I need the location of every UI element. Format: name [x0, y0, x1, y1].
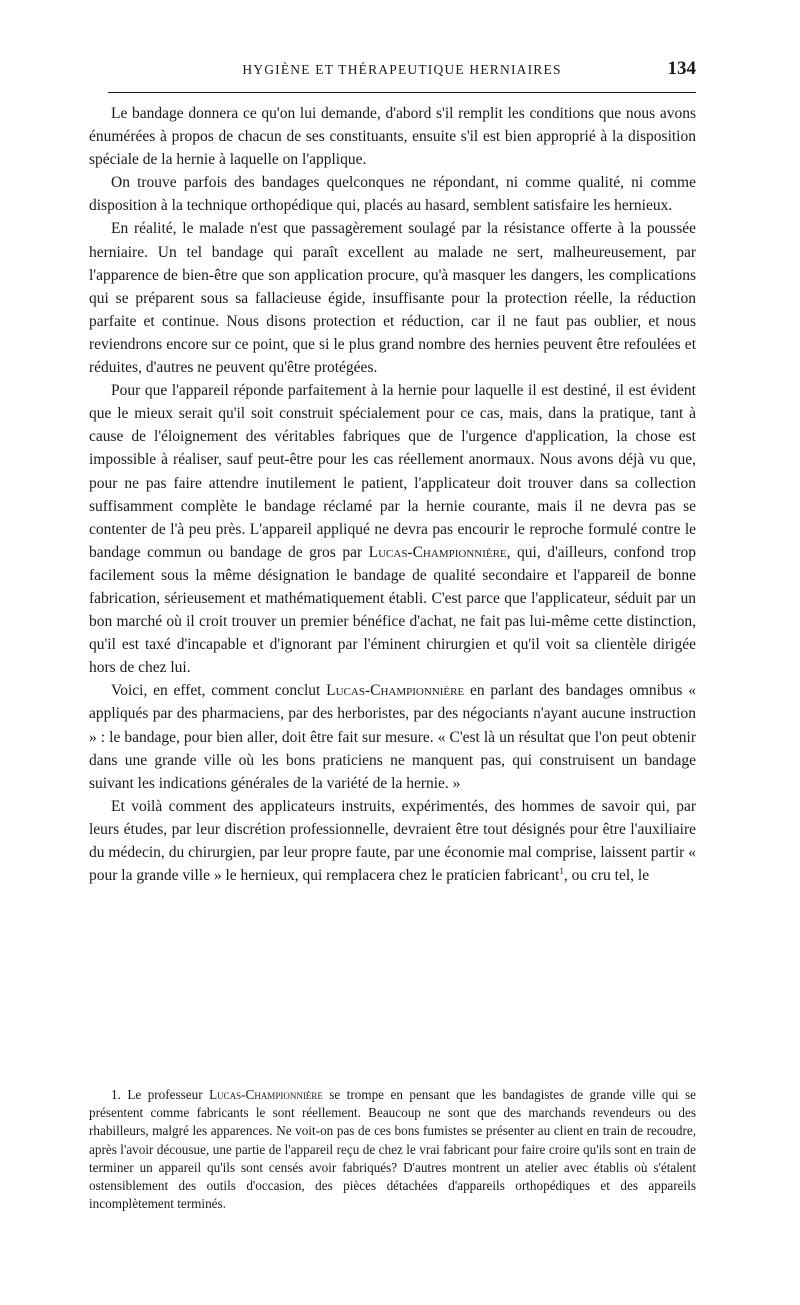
paragraph: [89, 379, 696, 679]
footnote-text-part: se trompe en pensant que les bandagistes de grande ville qui se présentent comme fabricants le sont réellement. Beaucoup ne sont que des marchands revendeurs ou des rhabilleurs, malgré les apparences. Ne voit-on pas de ces bons fumistes se présenter au client en train de recoudre, après l'avoir décousue, une partie de l'appareil reçu de chez le vrai fabricant pour faire croire qu'ils sont en train de terminer un appareil qu'ils sont censés avoir fabriqués? D'autres montrent un atelier avec établis où s'étalent ostensiblement des outils d'occasion, des pièces détachées d'appareils orthopédiques et des appareils incomplètement terminés.: [89, 1087, 697, 1212]
footnote-text-part: Le professeur: [127, 1087, 210, 1102]
footnote-text: [89, 1086, 696, 1213]
paragraph-text: , ou cru tel, le: [563, 867, 650, 885]
body-text: [89, 102, 696, 887]
running-title: HYGIÈNE ET THÉRAPEUTIQUE HERNIAIRES: [242, 62, 562, 77]
paragraph-text: Pour que l'appareil réponde parfaitement à la hernie pour laquelle il est destiné, il est évident que le mieux serait qu'il soit construit spécialement pour ce cas, mais, dans la pratique, tant à cause de l'éloignement des véritables fabriques que de l'urgence d'application, la chose est impossible à réaliser, sauf peut-être pour les cas réellement anormaux. Nous avons déjà vu que, pour ne pas faire attendre inutilement le patient, l'applicateur doit trouver dans sa collection suffisamment complète le bandage réclamé par la hernie courante, mais il ne devra pas se contenter de l'à peu près. L'appareil appliqué ne devra pas encourir le reproche formulé contre le bandage commun ou bandage de gros par: [89, 382, 696, 561]
author-name: Lucas-Championnière: [326, 682, 465, 700]
paragraph: En réalité, le malade n'est que passagèrement soulagé par la résistance offerte à la poussée herniaire. Un tel bandage qui paraît excellent au malade ne sert, malheureusement, par l'apparence de bien-être que son application procure, qu'à masquer les dangers, les complications qui se préparent sous sa fallacieuse égide, insuffisante pour la protection réelle, la réduction parfaite et continue. Nous disons protection et réduction, car il ne faut pas oublier, et nous reviendrons encore sur ce point, que si le plus grand nombre des hernies peuvent être refoulées et réduites, d'autres ne peuvent qu'être protégées.: [89, 220, 696, 377]
paragraph: [89, 795, 696, 887]
footnote-reference[interactable]: 1: [559, 865, 564, 876]
author-name: Lucas-Championnière: [209, 1087, 323, 1102]
header-rule: [108, 92, 696, 93]
paragraph-text: , qui, d'ailleurs, confond trop facilement sous la même désignation le bandage de qualité secondaire et l'appareil de bonne fabrication, sérieusement et mathématiquement établi. C'est parce que l'applicateur, séduit par un bon marché où il croit trouver un premier bénéfice d'achat, ne fait pas lui-même cette distinction, qu'il est taxé d'incapable et d'ignorant par l'éminent chirurgien et qu'il voit sa clientèle dirigée hors de chez lui.: [89, 543, 697, 677]
paragraph: [89, 679, 696, 794]
footnote-number: 1.: [111, 1087, 121, 1102]
paragraph-text: Et voilà comment des applicateurs instruits, expérimentés, des hommes de savoir qui, par leurs études, par leur discrétion professionnelle, devraient être tout désignés pour être l'auxiliaire du médecin, du chirurgien, par leur propre faute, par une économie mal comprise, laissent partir « pour la grande ville » le hernieux, qui remplacera chez le praticien fabricant: [89, 797, 696, 885]
page-header: [108, 60, 696, 88]
paragraph: On trouve parfois des bandages quelconques ne répondant, ni comme qualité, ni comme disposition à la technique orthopédique qui, placés au hasard, semblent satisfaire les hernieux.: [89, 174, 696, 215]
paragraph: Le bandage donnera ce qu'on lui demande, d'abord s'il remplit les conditions que nous avons énumérées à propos de chacun de ses constituants, ensuite s'il est bien approprié à la disposition spéciale de la hernie à laquelle on l'applique.: [89, 105, 696, 169]
footnote: [89, 1086, 696, 1213]
page-number: 134: [667, 58, 696, 79]
paragraph-text: Voici, en effet, comment conclut: [111, 682, 327, 700]
paragraph-text: en parlant des bandages omnibus « appliqués par des pharmaciens, par des herboristes, par des négociants n'ayant aucune instruction » : le bandage, pour bien aller, doit être fait sur mesure. « C'est là un résultat que l'on peut obtenir dans une grande ville où les bons praticiens ne manquent pas, qui construisent un bandage suivant les indications générales de la variété de la hernie. »: [89, 682, 696, 792]
author-name: Lucas-Championnière: [368, 543, 507, 561]
